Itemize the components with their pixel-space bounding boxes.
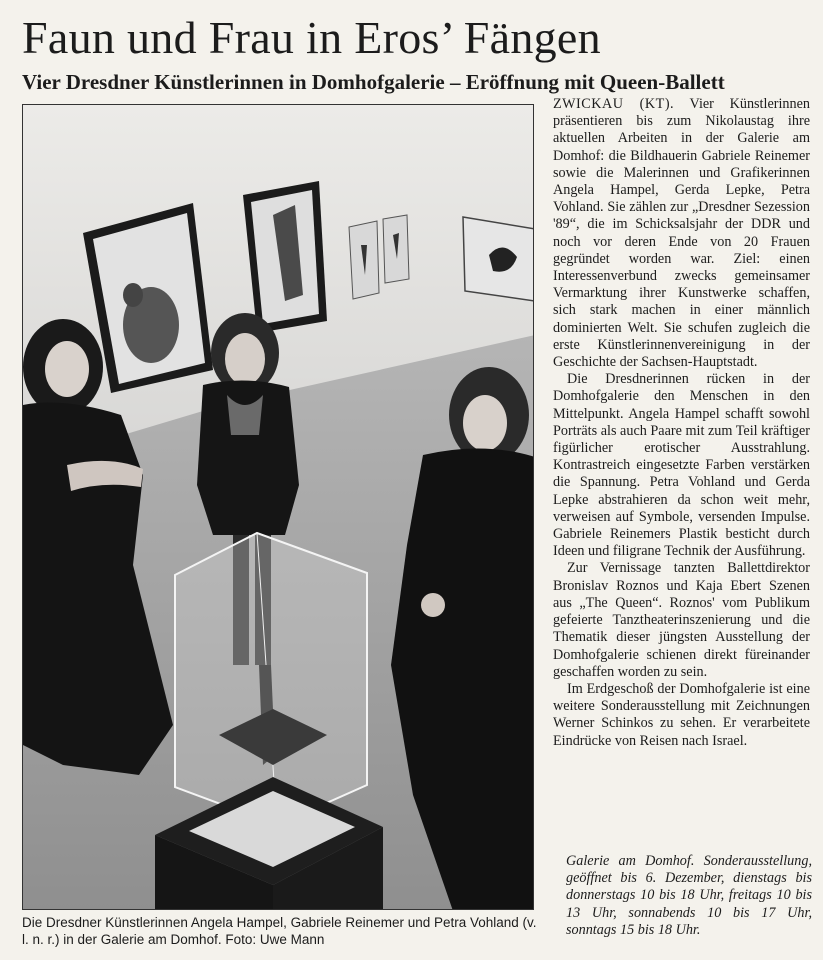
body-paragraph-4: Im Erdgeschoß der Domhofgalerie ist eine weitere Sonderausstellung mit Zeichnungen Werner Schinkos zu sehen. Er verarbeitete Eindrücke von Reisen nach Israel. [553,680,810,749]
photo-caption: Die Dresdner Künstlerinnen Angela Hampel, Gabriele Reinemer und Petra Vohland (v. l. n. r.) in der Galerie am Domhof. Foto: Uwe Mann [22,915,537,947]
article-headline: Faun und Frau in Eros’ Fängen [22,12,601,63]
small-picture-1 [349,221,379,299]
framed-picture-center [243,181,327,333]
small-picture-2 [383,215,409,283]
article-subheadline: Vier Dresdner Künstlerinnen in Domhofgalerie – Eröffnung mit Queen-Ballett [22,70,725,94]
article-photo [22,104,534,910]
body-paragraph-2: Die Dresdnerinnen rücken in der Domhofgalerie den Menschen in den Mittelpunkt. Angela Hampel schafft sowohl Porträts als auch Paare mit zum Teil kräftiger figürlicher erotischer Ausstrahlung. Kontrastreich eingesetzte Farben verstärken die Spannung. Petra Vohland und Gerda Lepke abstrahieren da schon weit mehr, verweisen auf Symbole, versenden Impulse. Gabriele Reinemers Plastik besticht durch Ideen und filigrane Technik der Ausführung. [553,371,810,560]
body-paragraph-3: Zur Vernissage tanzten Ballettdirektor Bronislav Roznos und Kaja Ebert Szenen aus „The Queen“. Roznos' vom Publikum gefeierte Tanztheaterinszenierung und die Thematik dieser jüngsten Ausstellung der Domhofgalerie schienen direkt füreinander geschaffen worden zu sein. [553,560,810,680]
article-body [553,96,810,750]
body-paragraph-1: ZWICKAU (KT). Vier Künstlerinnen präsentieren bis zum Nikolaustag ihre aktuellen Arbeiten in der Galerie am Domhof: die Bildhauerin Gabriele Reinemer sowie die Malerinnen und Grafikerinnen Angela Hampel, Gerda Lepke, Petra Vohland. Sie zählen zur „Dresdner Sezession '89“, die im Schicksalsjahr der DDR und noch vor deren Ende von 20 Frauen gegründet worden war. Ziel: einen Interessenverbund zwecks gemeinsamer Vermarktung ihrer Kunstwerke schaffen, sich stark machen in einer männlich dominierten Welt. Sie schufen zugleich die erste Künstlerinnenvereinigung in der Geschichte der Sachsen-Hauptstadt. [553,96,810,371]
dateline: ZWICKAU (KT). [553,96,675,112]
exhibition-info-box: Galerie am Domhof. Sonderausstellung, geöffnet bis 6. Dezember, dienstags bis donnerstags 10 bis 18 Uhr, freitags 10 bis 13 Uhr, sonnabends 10 bis 17 Uhr, sonntags 15 bis 18 Uhr. [566,853,812,938]
framed-picture-right [463,217,534,301]
